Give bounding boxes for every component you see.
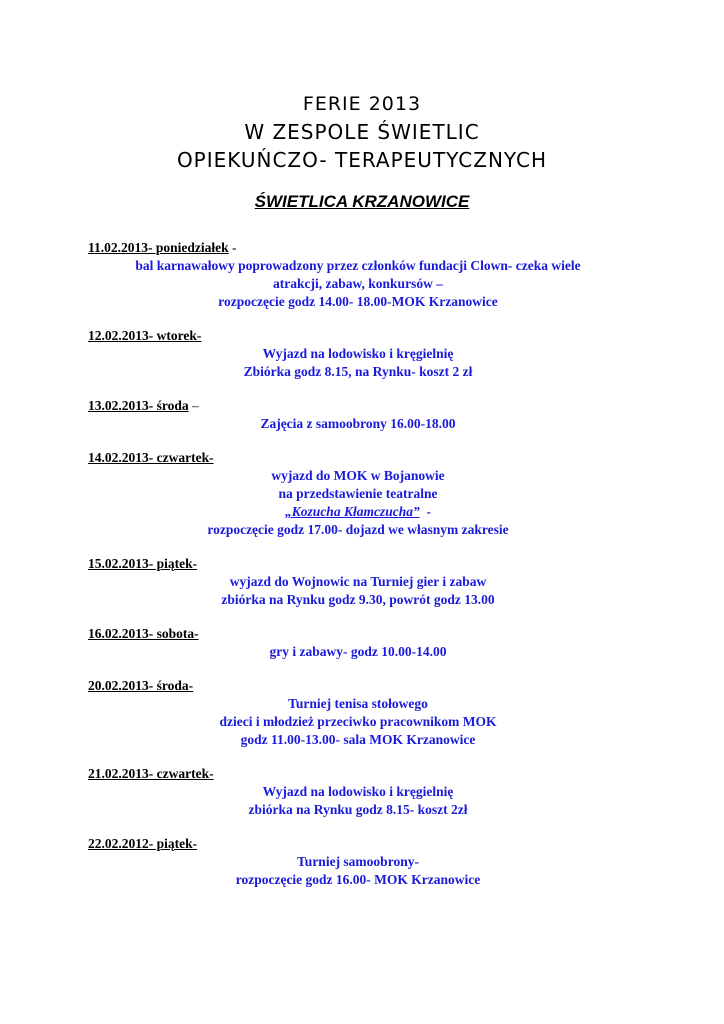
event-item xyxy=(88,765,648,819)
event-item xyxy=(88,397,648,433)
event-description-line: godz 11.00-13.00- sala MOK Krzanowice xyxy=(240,732,476,747)
event-date: 12.02.2013- wtorek- xyxy=(88,328,202,343)
event-description-line: zbiórka na Rynku godz 8.15- koszt 2zł xyxy=(248,802,468,817)
event-description-line: Wyjazd na lodowisko i kręgielnię xyxy=(262,346,454,361)
event-date-suffix: - xyxy=(228,240,237,255)
event-description-line: atrakcji, zabaw, konkursów – xyxy=(273,276,443,291)
event-description-line: rozpoczęcie godz 17.00- dojazd we własnym zakresie xyxy=(207,522,509,537)
header-title-line-1: FERIE 2013 xyxy=(302,93,422,115)
event-date: 16.02.2013- sobota- xyxy=(88,626,199,641)
event-date: 20.02.2013- środa- xyxy=(88,678,194,693)
event-item xyxy=(88,327,648,381)
event-description-line: zbiórka na Rynku godz 9.30, powrót godz 13.00 xyxy=(221,592,495,607)
event-date-line xyxy=(88,835,648,853)
location-subtitle: ŚWIETLICA KRZANOWICE xyxy=(254,192,470,211)
event-description-line: rozpoczęcie godz 14.00- 18.00-MOK Krzanowice xyxy=(218,294,498,309)
event-date-line xyxy=(88,625,648,643)
event-description-line: rozpoczęcie godz 16.00- MOK Krzanowice xyxy=(235,872,481,887)
event-description-line: wyjazd do MOK w Bojanowie xyxy=(271,468,445,483)
event-date: 15.02.2013- piątek- xyxy=(88,556,198,571)
header-title-line-3: OPIEKUŃCZO- TERAPEUTYCZNYCH xyxy=(176,148,548,172)
play-title-suffix: - xyxy=(419,504,431,519)
event-description-line xyxy=(68,503,648,521)
event-description-line: bal karnawałowy poprowadzony przez członków fundacji Clown- czeka wiele xyxy=(135,258,581,273)
event-date-line xyxy=(88,327,648,345)
event-list xyxy=(88,239,648,905)
event-description-line: Turniej samoobrony- xyxy=(297,854,419,869)
event-date: 22.02.2012- piątek- xyxy=(88,836,198,851)
event-item xyxy=(88,625,648,661)
event-description-line: Zbiórka godz 8.15, na Rynku- koszt 2 zł xyxy=(243,364,473,379)
event-item xyxy=(88,677,648,749)
event-description-line: Wyjazd na lodowisko i kręgielnię xyxy=(262,784,454,799)
event-item xyxy=(88,449,648,539)
event-description-line: gry i zabawy- godz 10.00-14.00 xyxy=(269,644,447,659)
event-description-line: Zajęcia z samoobrony 16.00-18.00 xyxy=(260,416,456,431)
play-title: „Kozucha Kłamczucha” xyxy=(285,504,420,519)
event-description-line: wyjazd do Wojnowic na Turniej gier i zabaw xyxy=(229,574,487,589)
event-item xyxy=(88,835,648,889)
event-description-line: dzieci i młodzież przeciwko pracownikom MOK xyxy=(219,714,497,729)
event-date-line xyxy=(88,765,648,783)
event-description-line: na przedstawienie teatralne xyxy=(278,486,438,501)
document-header xyxy=(0,90,724,174)
event-date-suffix: – xyxy=(188,398,199,413)
event-date-line xyxy=(88,555,648,573)
event-date-line xyxy=(88,397,648,415)
event-date-line xyxy=(88,677,648,695)
event-date-line xyxy=(88,449,648,467)
header-title-line-2: W ZESPOLE ŚWIETLIC xyxy=(244,120,480,144)
event-date: 13.02.2013- środa xyxy=(88,398,189,413)
event-description-line: Turniej tenisa stołowego xyxy=(288,696,428,711)
event-item xyxy=(88,555,648,609)
event-date: 14.02.2013- czwartek- xyxy=(88,450,214,465)
event-date: 11.02.2013- poniedziałek xyxy=(88,240,229,255)
event-date-line xyxy=(88,239,648,257)
event-item xyxy=(88,239,648,311)
event-date: 21.02.2013- czwartek- xyxy=(88,766,214,781)
